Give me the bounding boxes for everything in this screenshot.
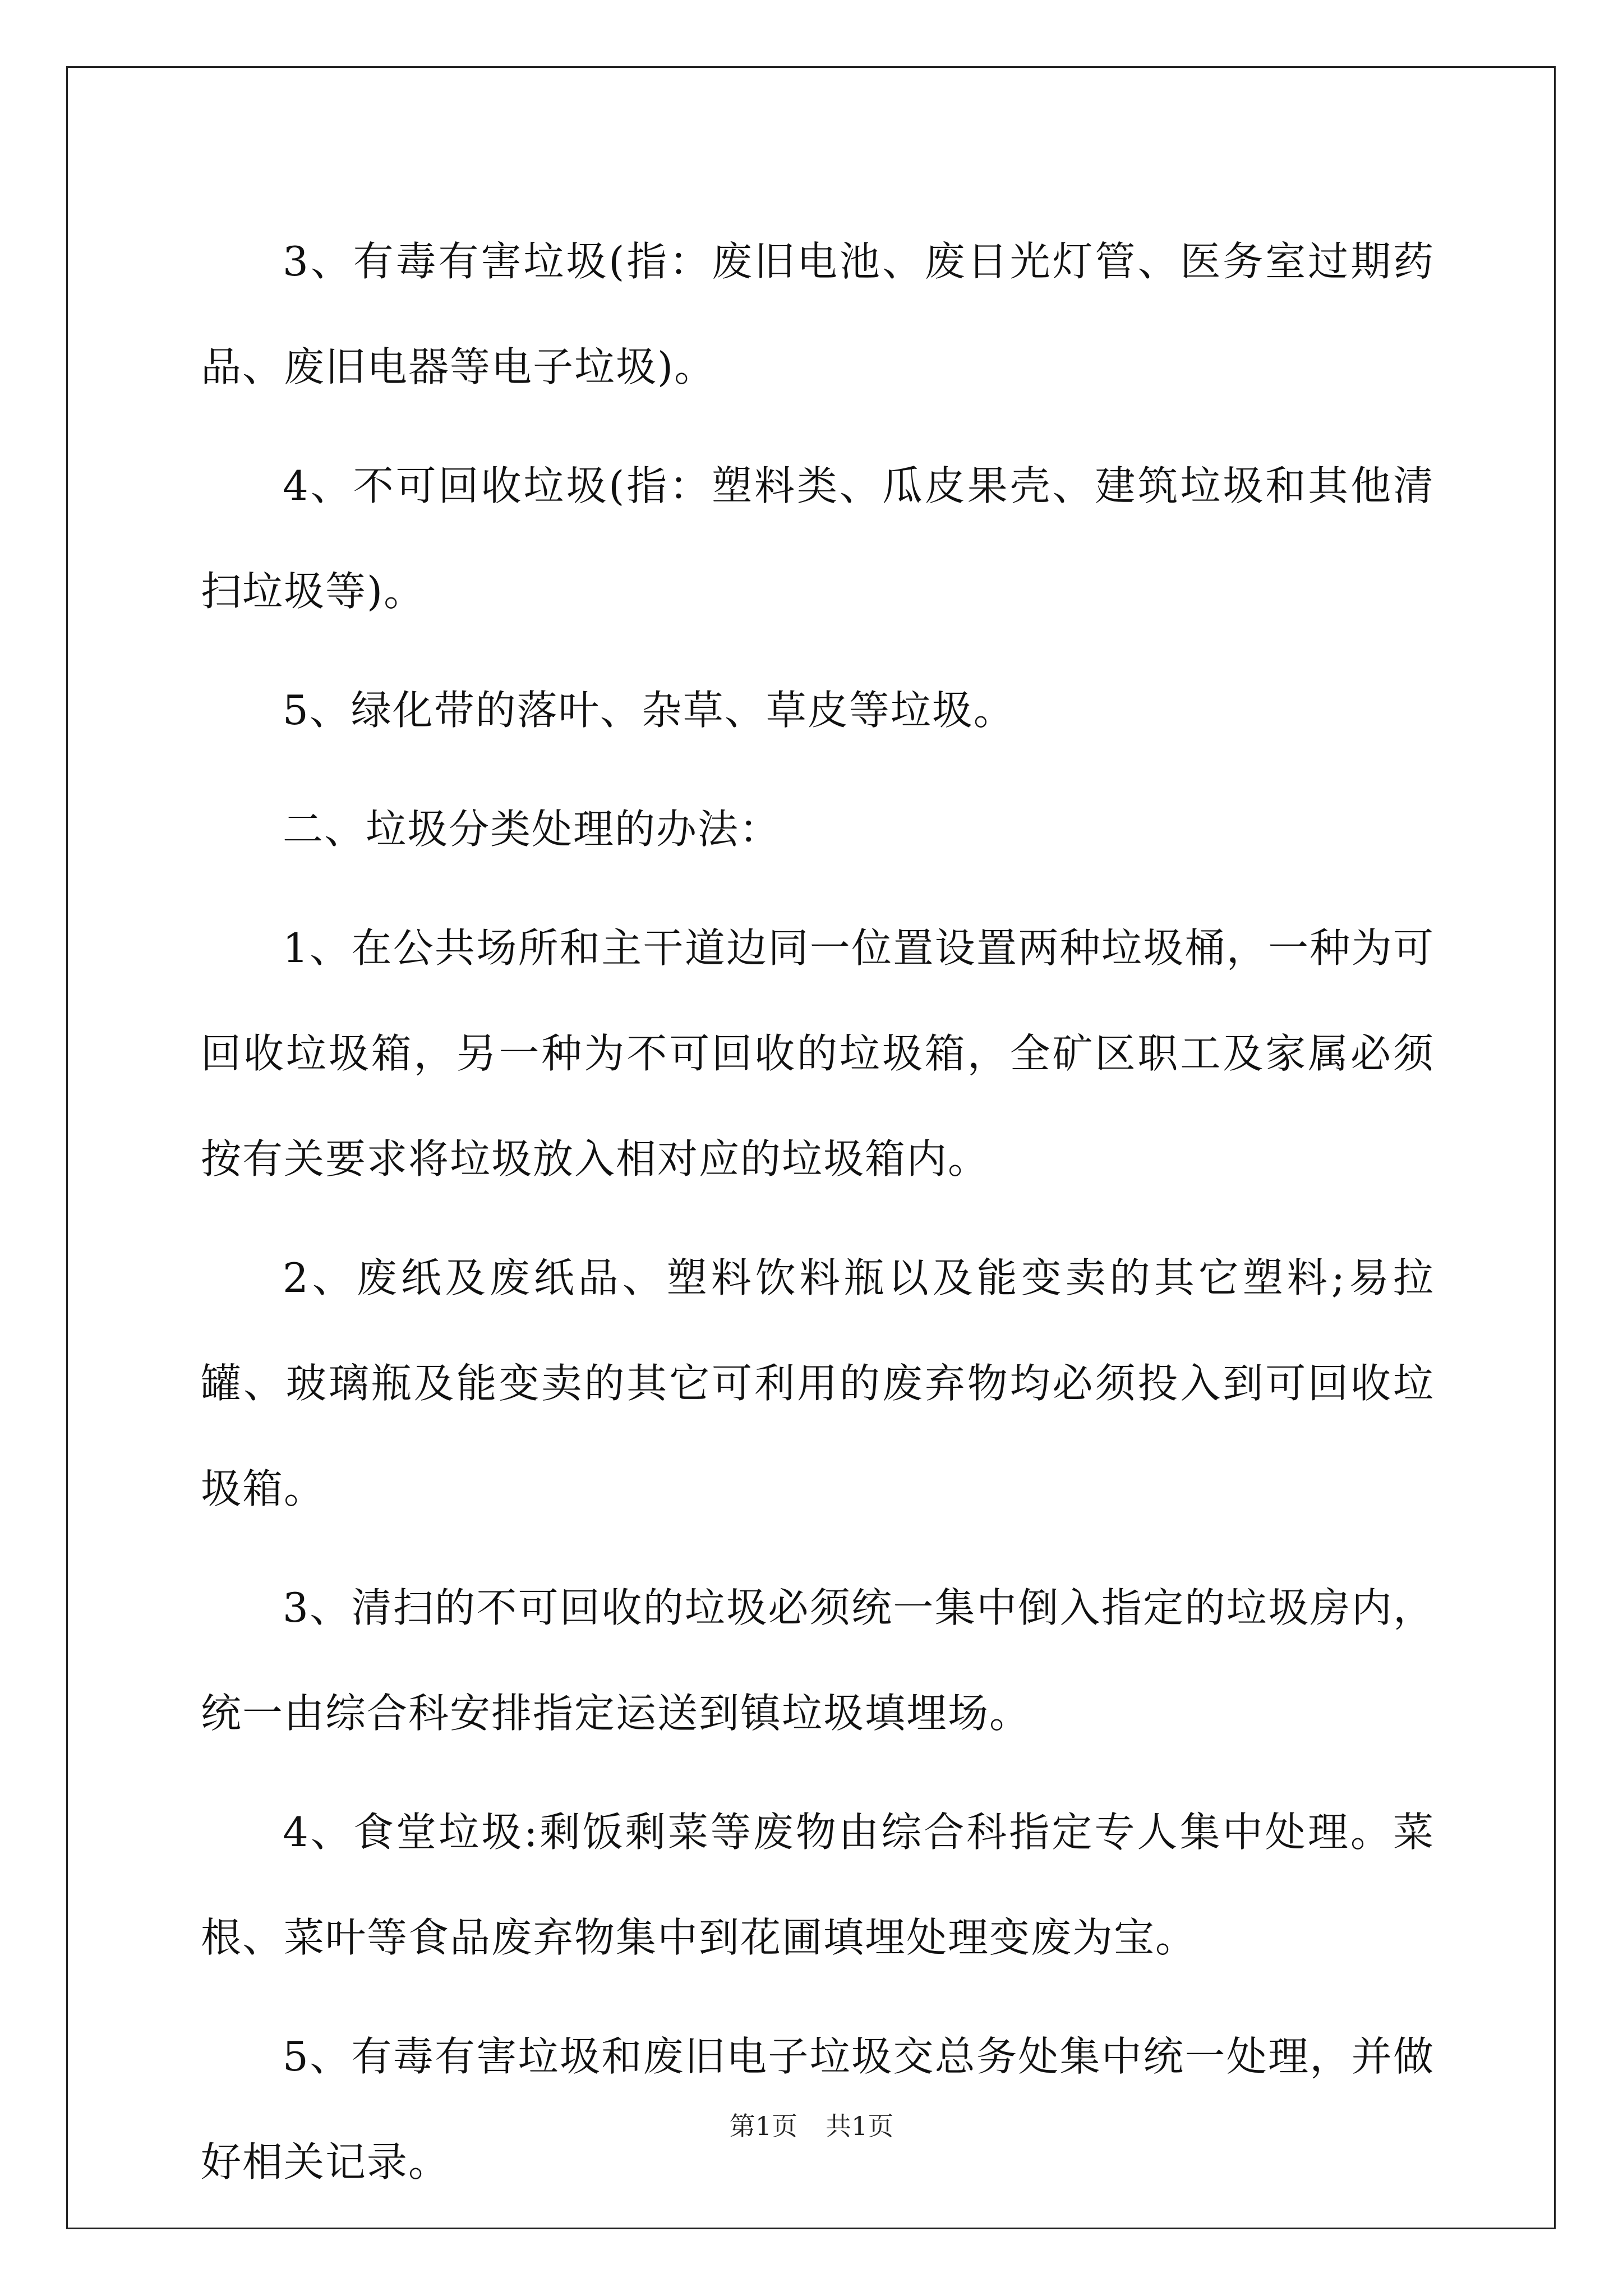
page-number-total: 共1页 [826, 2111, 894, 2141]
section-heading-methods: 二、垃圾分类处理的办法： [283, 806, 781, 853]
page-footer [0, 2109, 1623, 2143]
document-body [201, 209, 1435, 2228]
paragraph-method-1: 1、在公共场所和主干道边同一位置设置两种垃圾桶，一种为可回收垃圾箱，另一种为不可回收的垃圾箱，全矿区职工及家属必须按有关要求将垃圾放入相对应的垃圾箱内。 [201, 924, 1435, 1182]
paragraph-non-recyclable-waste: 4、不可回收垃圾(指：塑料类、瓜皮果壳、建筑垃圾和其他清扫垃圾等)。 [201, 462, 1435, 615]
paragraph-method-5: 5、有毒有害垃圾和废旧电子垃圾交总务处集中统一处理，并做好相关记录。 [201, 2033, 1435, 2185]
paragraph-method-3: 3、清扫的不可回收的垃圾必须统一集中倒入指定的垃圾房内，统一由综合科安排指定运送到镇垃圾填埋场。 [201, 1584, 1435, 1737]
paragraph-greenbelt-waste: 5、绿化带的落叶、杂草、草皮等垃圾。 [283, 687, 1015, 734]
paragraph-method-2: 2、废纸及废纸品、塑料饮料瓶以及能变卖的其它塑料;易拉罐、玻璃瓶及能变卖的其它可利用的废弃物均必须投入到可回收垃圾箱。 [201, 1254, 1435, 1512]
paragraph-hazardous-waste: 3、有毒有害垃圾(指：废旧电池、废日光灯管、医务室过期药品、废旧电器等电子垃圾)。 [201, 238, 1435, 390]
paragraph-method-4: 4、食堂垃圾:剩饭剩菜等废物由综合科指定专人集中处理。菜根、菜叶等食品废弃物集中到花圃填埋处理变废为宝。 [201, 1809, 1435, 1961]
page-number-current: 第1页 [729, 2111, 797, 2141]
